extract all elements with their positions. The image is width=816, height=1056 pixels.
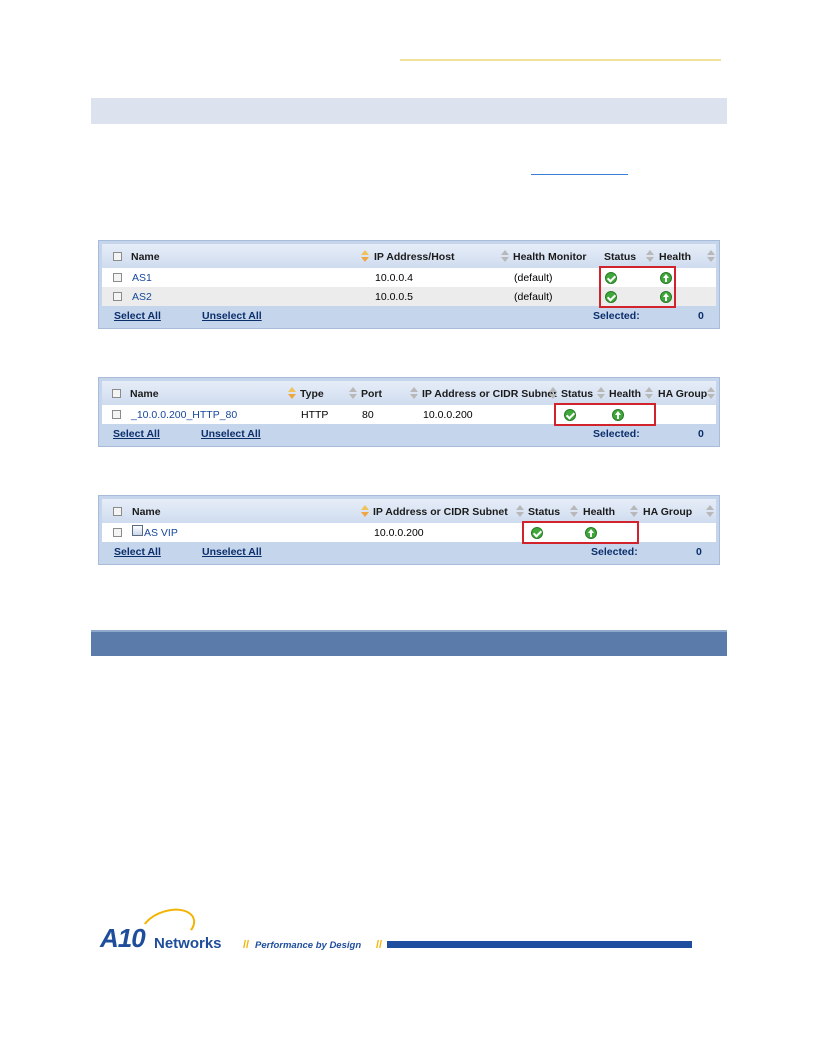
service-group-type: HTTP	[301, 409, 329, 421]
col-name[interactable]: Name	[131, 251, 160, 263]
col-port[interactable]: Port	[361, 388, 382, 400]
col-health-monitor[interactable]: Health Monitor	[513, 251, 587, 263]
section-header-bar	[91, 630, 727, 656]
selected-label: Selected:	[593, 310, 640, 322]
server-health-monitor: (default)	[514, 291, 553, 303]
col-ha-group[interactable]: HA Group	[643, 506, 693, 518]
selected-count: 0	[698, 310, 704, 322]
sort-icon[interactable]	[361, 250, 370, 264]
grid-footer	[102, 307, 716, 325]
select-all-checkbox-icon[interactable]	[112, 389, 121, 398]
service-group-grid	[98, 377, 720, 447]
sort-icon[interactable]	[706, 505, 715, 519]
col-health[interactable]: Health	[583, 506, 616, 518]
logo-tagline: Performance by Design	[255, 940, 362, 951]
col-status[interactable]: Status	[528, 506, 561, 518]
sort-icon[interactable]	[630, 505, 639, 519]
row-checkbox-icon[interactable]	[113, 292, 122, 301]
sort-icon[interactable]	[597, 387, 606, 401]
service-group-port: 80	[362, 409, 374, 421]
selected-count: 0	[698, 428, 704, 440]
sort-icon[interactable]	[646, 250, 655, 264]
select-all-checkbox-icon[interactable]	[113, 507, 122, 516]
top-rule	[400, 59, 721, 61]
grid-footer	[102, 425, 716, 443]
selected-label: Selected:	[591, 546, 638, 558]
logo-bar	[387, 941, 692, 948]
select-all-link[interactable]: Select All	[114, 546, 161, 558]
virtual-server-grid	[98, 495, 720, 565]
col-ha-group[interactable]: HA Group	[658, 388, 708, 400]
highlight-box	[599, 266, 676, 308]
col-ip[interactable]: IP Address/Host	[374, 251, 455, 263]
service-group-ip: 10.0.0.200	[423, 409, 473, 421]
virtual-server-ip: 10.0.0.200	[374, 527, 424, 539]
row-checkbox-icon[interactable]	[113, 273, 122, 282]
select-all-link[interactable]: Select All	[114, 310, 161, 322]
sort-icon[interactable]	[349, 387, 358, 401]
select-all-link[interactable]: Select All	[113, 428, 160, 440]
sort-icon[interactable]	[707, 250, 716, 264]
col-name[interactable]: Name	[132, 506, 161, 518]
logo-slashes: //	[243, 939, 250, 951]
col-status[interactable]: Status	[604, 251, 637, 263]
section-header-bar	[91, 98, 727, 124]
sort-icon[interactable]	[361, 505, 370, 519]
row-checkbox-icon[interactable]	[112, 410, 121, 419]
sort-icon[interactable]	[516, 505, 525, 519]
logo-slashes: //	[376, 939, 383, 951]
col-health[interactable]: Health	[609, 388, 642, 400]
server-name-link[interactable]: AS1	[132, 272, 152, 284]
sort-icon[interactable]	[288, 387, 297, 401]
sort-icon[interactable]	[645, 387, 654, 401]
logo-brand: A10	[100, 923, 145, 953]
sort-icon[interactable]	[410, 387, 419, 401]
selected-count: 0	[696, 546, 702, 558]
unselect-all-link[interactable]: Unselect All	[201, 428, 261, 440]
hyperlink-underline[interactable]	[531, 174, 628, 175]
sort-icon[interactable]	[570, 505, 579, 519]
col-ip[interactable]: IP Address or CIDR Subnet	[373, 506, 508, 518]
virtual-server-name-link[interactable]: AS VIP	[144, 527, 178, 539]
sort-icon[interactable]	[501, 250, 510, 264]
server-ip: 10.0.0.5	[375, 291, 413, 303]
grid-footer	[102, 543, 716, 561]
col-ip[interactable]: IP Address or CIDR Subnet	[422, 388, 557, 400]
highlight-box	[554, 403, 656, 426]
row-checkbox-icon[interactable]	[113, 528, 122, 537]
col-health[interactable]: Health	[659, 251, 692, 263]
col-status[interactable]: Status	[561, 388, 594, 400]
selected-label: Selected:	[593, 428, 640, 440]
highlight-box	[522, 521, 639, 544]
unselect-all-link[interactable]: Unselect All	[202, 546, 262, 558]
virtual-server-icon	[132, 525, 143, 536]
service-group-name-link[interactable]: _10.0.0.200_HTTP_80	[131, 409, 238, 421]
server-grid	[98, 240, 720, 329]
server-health-monitor: (default)	[514, 272, 553, 284]
server-ip: 10.0.0.4	[375, 272, 413, 284]
sort-icon[interactable]	[707, 387, 716, 401]
server-name-link[interactable]: AS2	[132, 291, 152, 303]
logo-networks: Networks	[154, 935, 222, 952]
col-name[interactable]: Name	[130, 388, 159, 400]
sort-icon[interactable]	[549, 387, 558, 401]
unselect-all-link[interactable]: Unselect All	[202, 310, 262, 322]
col-type[interactable]: Type	[300, 388, 324, 400]
select-all-checkbox-icon[interactable]	[113, 252, 122, 261]
